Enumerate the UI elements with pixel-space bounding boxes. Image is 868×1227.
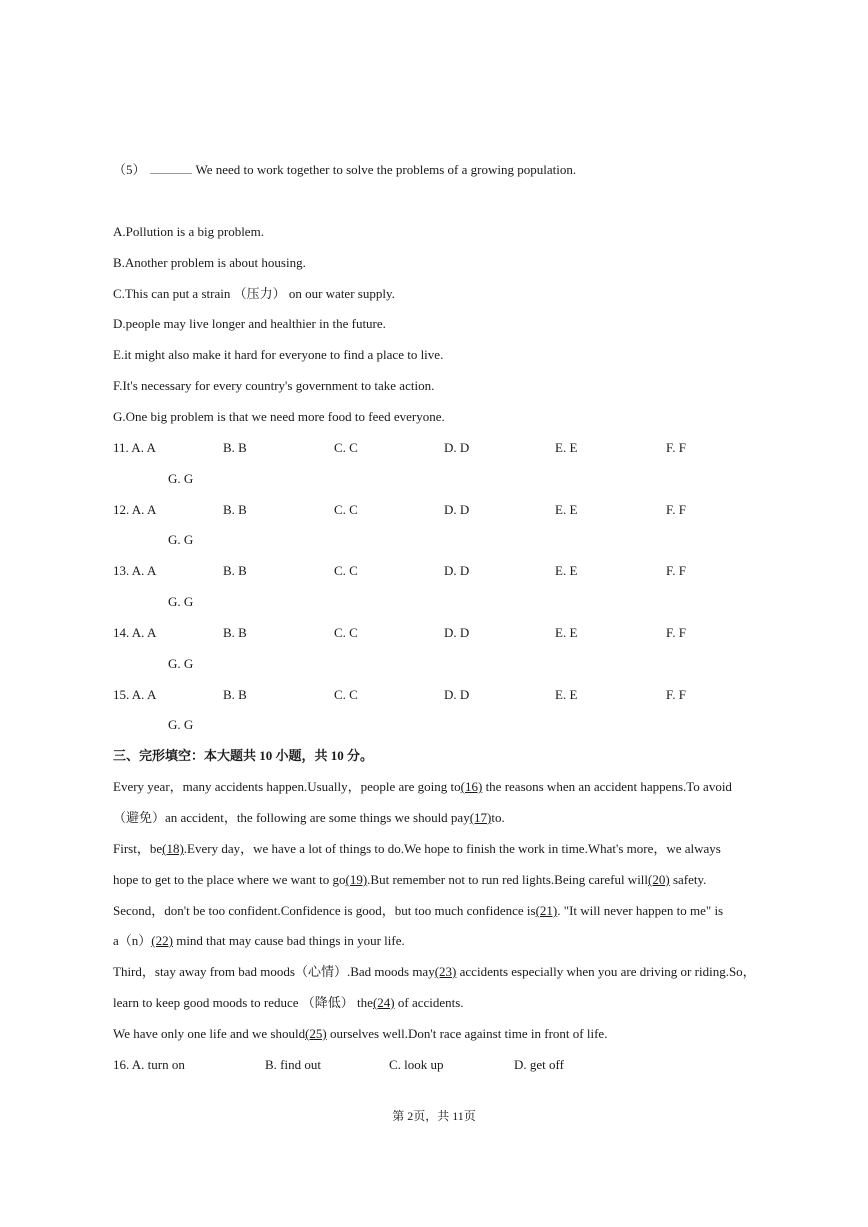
option-e: E. E [555,687,578,702]
passage-text: a（n） [113,933,152,948]
page-footer: 第 2页，共 11页 [392,1109,476,1123]
answer-row-15 [0,687,868,703]
answer-blank [150,162,192,174]
blank-21: (21) [535,903,558,918]
option-e: E. E [555,502,578,517]
question-5-number: （5） [113,162,146,177]
blank-24: (24) [372,995,395,1010]
passage-line [113,995,464,1011]
option-d: D. D [444,502,470,517]
passage-text: the reasons when an accident happens.To avoid [482,779,732,794]
answer-row-12-g [0,532,868,548]
option-f: F. F [666,502,686,517]
passage-text: Every year，many accidents happen.Usually，people are going to [113,779,461,794]
answer-row-11-g [0,471,868,487]
option-e: E. E [555,625,578,640]
passage-text: （避免）an accident，the following are some things we should pay [113,810,470,825]
passage-text: safety. [669,872,707,887]
passage-line [113,841,721,857]
question-5-text: We need to work together to solve the problems of a growing population. [195,162,577,177]
option-g: G. G [168,594,194,609]
option-c: C. C [334,502,358,517]
passage-text: . "It will never happen to me" is [557,903,724,918]
option-d: D. D [444,687,470,702]
option-a: 15. A. A [113,687,157,702]
blank-22: (22) [151,933,173,948]
choice-f: F.It's necessary for every country's government to take action. [113,378,435,393]
choice-e: E.it might also make it hard for everyone to find a place to live. [113,347,444,362]
option-d: D. D [444,563,470,578]
option-e: E. E [555,440,578,455]
passage-line [113,933,405,949]
section-heading: 三、完形填空：本大题共 10 小题，共 10 分。 [113,748,374,763]
option-a: 11. A. A [113,440,156,455]
question-16-options [0,1057,868,1073]
option-d: D. get off [514,1057,564,1072]
answer-row-14 [0,625,868,641]
answer-row-11 [0,440,868,456]
option-f: F. F [666,440,686,455]
option-a: 16. A. turn on [113,1057,185,1072]
passage-line [113,964,756,980]
option-e: E. E [555,563,578,578]
option-c: C. C [334,687,358,702]
option-b: B. B [223,563,247,578]
answer-row-13-g [0,594,868,610]
option-d: D. D [444,625,470,640]
option-g: G. G [168,532,194,547]
passage-text: .Every day，we have a lot of things to do.We hope to finish the work in time.What's more，we always [183,841,721,856]
option-a: 13. A. A [113,563,157,578]
option-c: C. C [334,625,358,640]
passage-line [113,810,505,826]
option-b: B. B [223,440,247,455]
choice-g: G.One big problem is that we need more food to feed everyone. [113,409,445,424]
blank-17: (17) [469,810,492,825]
option-f: F. F [666,625,686,640]
answer-row-13 [0,563,868,579]
blank-25: (25) [305,1026,327,1041]
passage-text: .But remember not to run red lights.Being careful will [367,872,649,887]
option-c: C. look up [389,1057,444,1072]
option-g: G. G [168,717,194,732]
question-5 [113,162,576,178]
passage-text: accidents especially when you are driving or riding.So， [456,964,756,979]
option-b: B. B [223,625,247,640]
passage-line [113,903,723,919]
option-g: G. G [168,471,194,486]
option-g: G. G [168,656,194,671]
option-c: C. C [334,563,358,578]
choice-c: C.This can put a strain （压力） on our water supply. [113,286,395,301]
choice-b: B.Another problem is about housing. [113,255,306,270]
option-b: B. B [223,502,247,517]
passage-text: to. [491,810,505,825]
answer-row-12 [0,502,868,518]
passage-text: First，be [113,841,163,856]
choice-a: A.Pollution is a big problem. [113,224,264,239]
option-c: C. C [334,440,358,455]
blank-18: (18) [162,841,184,856]
answer-row-15-g [0,717,868,733]
option-f: F. F [666,563,686,578]
passage-line [113,872,706,888]
option-d: D. D [444,440,470,455]
option-a: 14. A. A [113,625,157,640]
passage-text: We have only one life and we should [113,1026,306,1041]
blank-16: (16) [460,779,483,794]
choice-d: D.people may live longer and healthier in the future. [113,316,386,331]
option-b: B. find out [265,1057,321,1072]
blank-19: (19) [345,872,368,887]
option-b: B. B [223,687,247,702]
passage-text: mind that may cause bad things in your life. [172,933,405,948]
passage-text: Third，stay away from bad moods（心情）.Bad moods may [113,964,435,979]
passage-line [113,1026,607,1042]
option-f: F. F [666,687,686,702]
passage-line [113,779,732,795]
passage-text: learn to keep good moods to reduce （降低） the [113,995,373,1010]
blank-23: (23) [434,964,457,979]
blank-20: (20) [648,872,670,887]
passage-text: of accidents. [394,995,464,1010]
answer-row-14-g [0,656,868,672]
passage-text: Second，don't be too confident.Confidence is good，but too much confidence is [113,903,536,918]
option-a: 12. A. A [113,502,157,517]
passage-text: hope to get to the place where we want to go [113,872,346,887]
passage-text: ourselves well.Don't race against time in front of life. [326,1026,608,1041]
